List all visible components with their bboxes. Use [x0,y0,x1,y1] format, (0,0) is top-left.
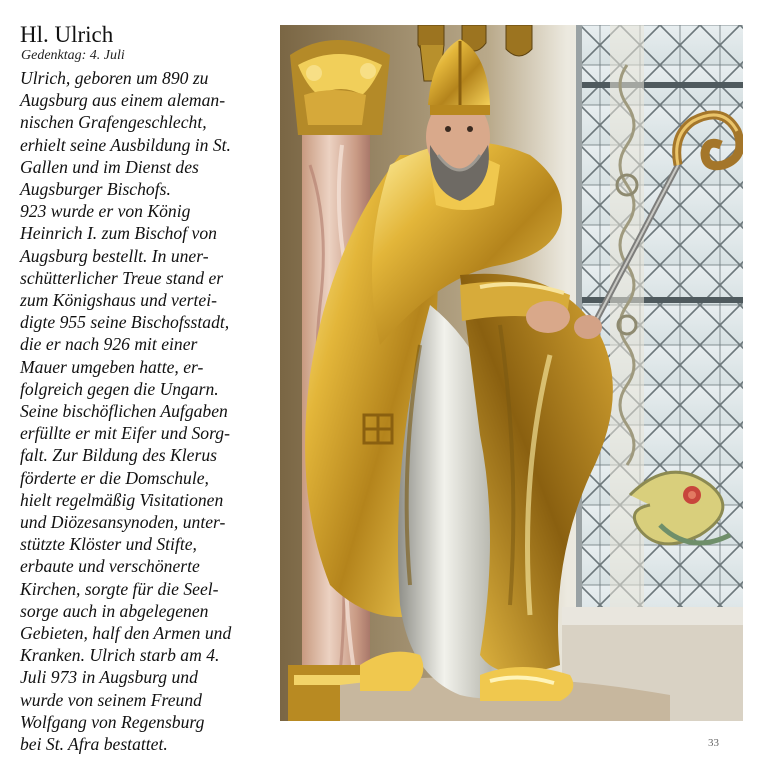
text-line: bei St. Afra bestattet. [20,734,168,755]
text-line: folgreich gegen die Ungarn. [20,378,219,399]
text-line: Kirchen, sorgte für die Seel- [20,578,219,599]
text-line: hielt regelmäßig Visitationen [20,489,224,510]
text-line: Augsburger Bischofs. [20,179,171,200]
text-line: die er nach 926 mit einer [20,334,198,355]
text-line: Heinrich I. zum Bischof von [20,223,217,244]
page-title: Hl. Ulrich [20,22,114,47]
text-line: Gebieten, half den Armen und [20,623,232,644]
text-line: stützte Klöster und Stifte, [20,534,197,555]
text-line: Gallen und im Dienst des [20,156,199,177]
text-line: Augsburg bestellt. In uner- [20,245,209,266]
text-line: Wolfgang von Regensburg [20,711,205,732]
text-line: Juli 973 in Augsburg und [20,667,198,688]
saint-ulrich-statue-photo [280,25,743,721]
text-line: erfüllte er mit Eifer und Sorg- [20,423,230,444]
page-number: 33 [708,737,719,749]
text-line: schütterlicher Treue stand er [20,267,224,288]
text-line: Augsburg aus einem aleman- [20,90,226,111]
text-line: erbaute und verschönerte [20,556,200,577]
text-line: und Diözesansynoden, unter- [20,512,226,533]
text-line: nischen Grafengeschlecht, [20,112,207,133]
text-line: förderte er die Domschule, [20,467,209,488]
text-line: 923 wurde er von König [20,201,191,222]
biography-text [20,67,265,755]
text-line: zum Königshaus und vertei- [20,290,217,311]
text-line: falt. Zur Bildung des Klerus [20,445,217,466]
text-line: Ulrich, geboren um 890 zu [20,68,209,88]
text-line: sorge auch in abgelegenen [20,600,209,621]
text-line: Seine bischöflichen Aufgaben [20,401,228,422]
text-line: Kranken. Ulrich starb am 4. [20,645,220,666]
text-line: wurde von seinem Freund [20,689,202,710]
text-line: digte 955 seine Bischofsstadt, [20,312,230,333]
text-line: Mauer umgeben hatte, er- [20,356,204,377]
feast-day-subtitle: Gedenktag: 4. Juli [21,48,125,63]
text-line: erhielt seine Ausbildung in St. [20,134,231,155]
